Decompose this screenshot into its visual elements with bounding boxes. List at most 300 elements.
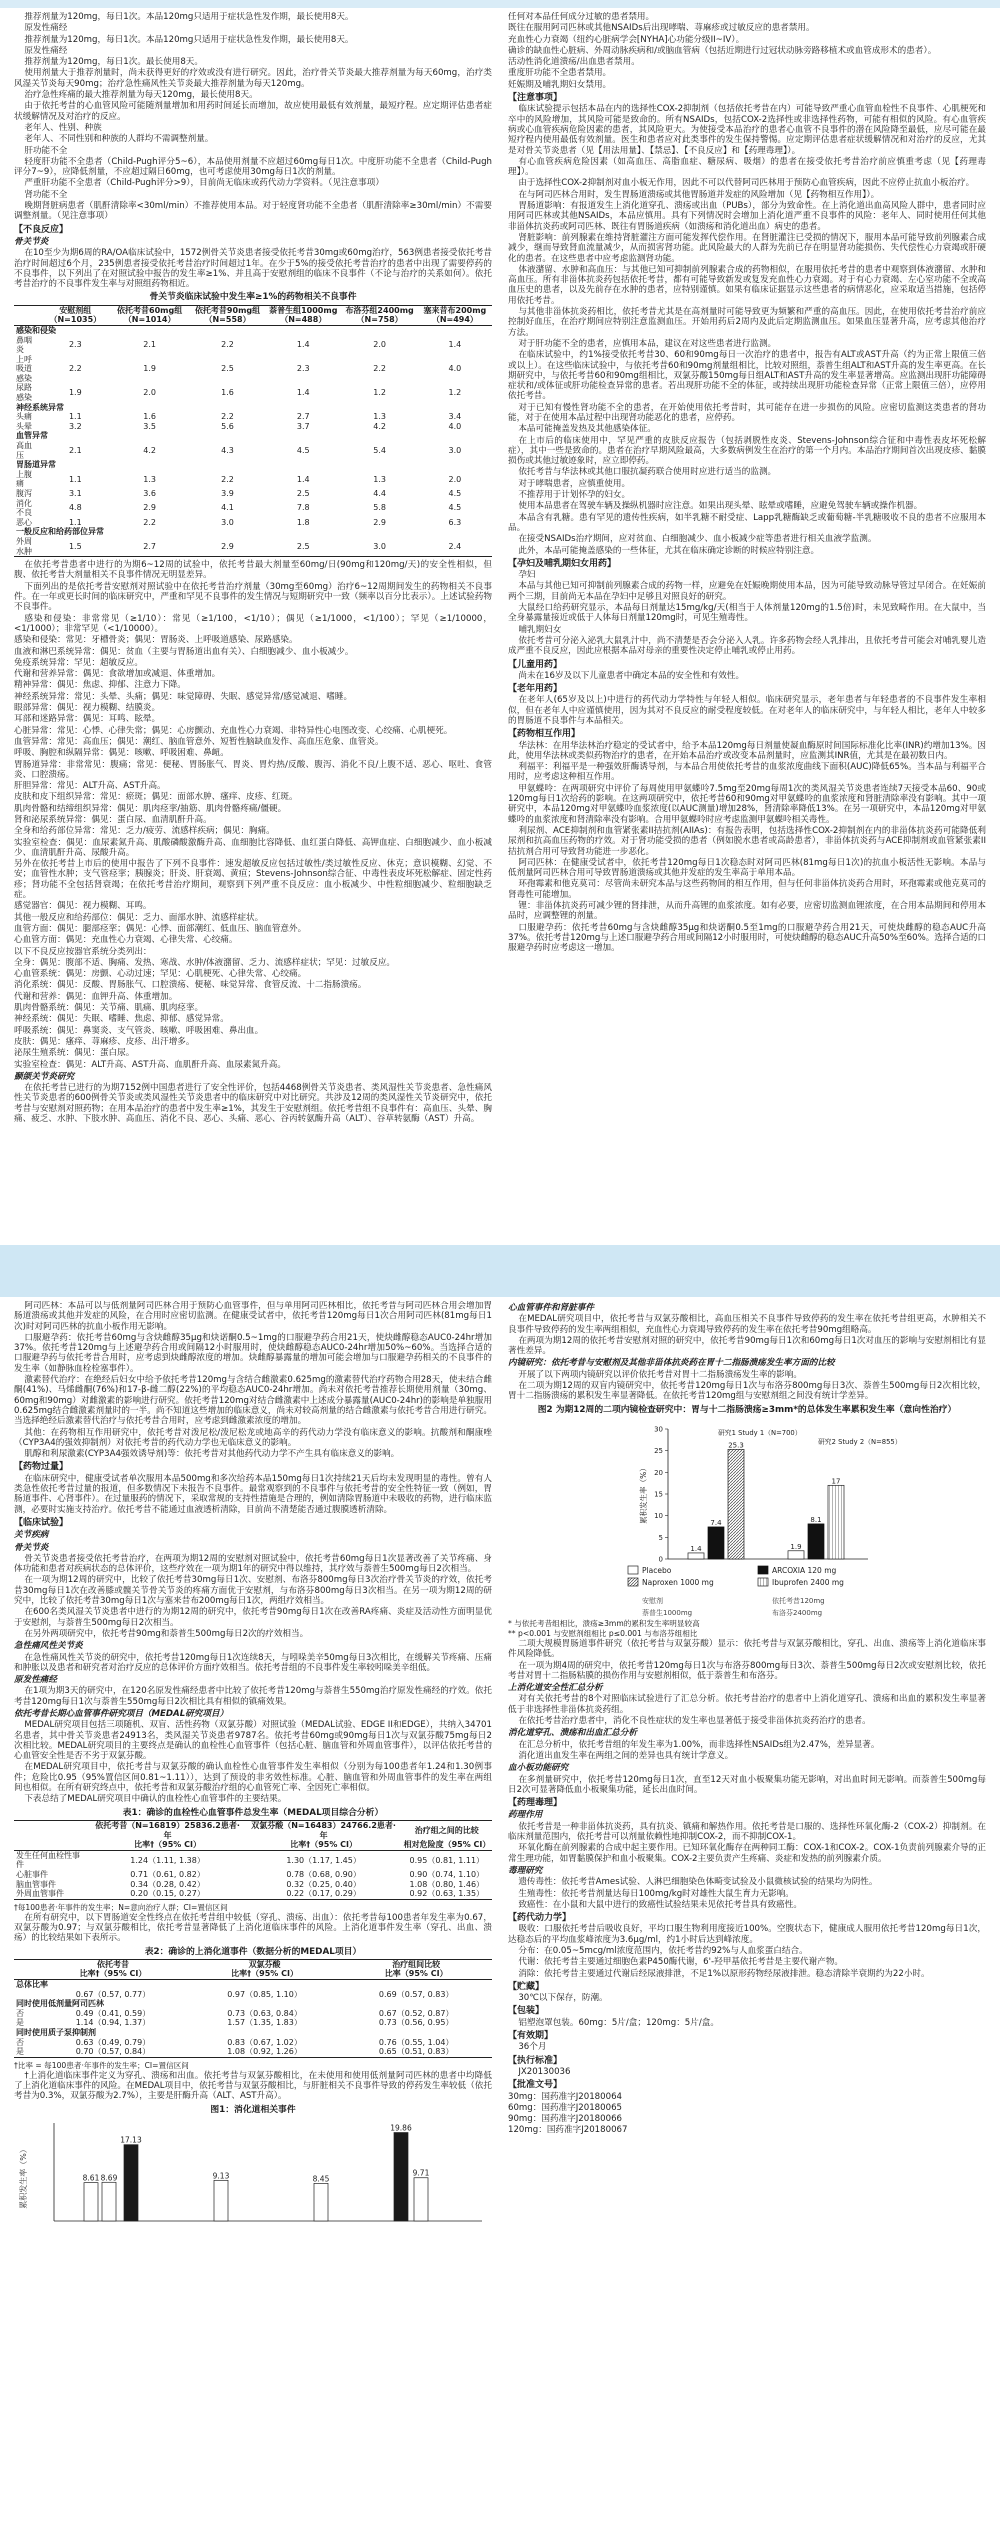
pharmacology-heading: 【药理毒理】 [508, 1798, 563, 1809]
table-cell: 3.0 [341, 537, 417, 557]
ulcer-study-label: 研究2 Study 2（N=855） [818, 1437, 902, 1446]
dosage-paragraph: 老年人、性别、种族 [24, 122, 102, 133]
interaction-paragraph: 锂：非甾体抗炎药可减少锂的肾排泄，从而升高锂的血浆浓度。如有必要，应密切监测血锂浓度，在合用本品期间和停用本品时，应调整锂的剂量。 [508, 901, 986, 922]
table-cell: 3.4 [448, 412, 462, 422]
table-cell: 1.5 [41, 537, 109, 557]
table-cell: 1.9 [143, 364, 156, 374]
after-chart-paragraph: 在一项为期4周的研究中，依托考昔120mg每日1次与布洛芬800mg每日3次、萘普生500mg每日2次或安慰剂比较，依托考昔对胃十二指肠粘膜的损伤作用与安慰剂相似，低于萘普生和布洛芬。 [508, 1660, 986, 1681]
table-cell: 1.30（1.17, 1.45） [286, 1855, 361, 1865]
chart-notes [508, 1619, 986, 1638]
adverse-list-item: 血管异常：常见：高血压；偶见：潮红、脑血管意外、短暂性脑缺血发作、高血压危象、血管炎。 [14, 736, 384, 747]
ulcer-bar-label: 25.3 [728, 1441, 744, 1450]
after-chart-section [508, 1639, 986, 1681]
table-cell: 4.2 [143, 445, 156, 455]
interaction-paragraph: 利福平：利福平是一种强效肝酶诱导剂，与本品合用使依托考昔的血浆浓度曲线下面积(AUC)降低65%。当本品与利福平合用时，应考虑这种相互作用。 [508, 762, 986, 783]
precaution-paragraph: 肾脏影响：前列腺素在维持肾脏灌注方面可能发挥代偿作用。在肾脏灌注已受损的情况下，服用本品可能导致前列腺素合成减少，继而导致肾血流量减少，从而损害肾功能。此风险最大的人群为先前已存在明显肾功能损伤、失代偿性心力衰竭或肝硬化的患者。在这些患者中应考虑监测肾功能。 [508, 232, 986, 264]
overdose-paragraph: 在临床研究中，健康受试者单次服用本品500mg和多次给药本品150mg每日1次持续21天后均未发现明显的毒性。曾有人类急性依托考昔过量的报道，但多数情况下未报告不良事件。最常观察到的不良事件与依托考昔的安全性特征一致（例如，胃肠道事件、心肾事件）。在过量服药的情况下，采取常规的支持性措施是合理的，例如清除胃肠道中未吸收的药物，进行临床监测，必要时实施支持治疗。依托考昔不能通过血液透析清除，目前尚不清楚能否通过腹膜透析清除。 [14, 1473, 492, 1515]
table-header: 依托考昔 [37, 1959, 189, 1969]
medal-paragraph: 在MEDAL研究项目中，依托考昔与双氯芬酸的确认血栓性心血管事件发生率相似（分别为每100患者年1.24和1.30例事件；危险比0.95（95%置信区间0.81~1.11）），达到了预设的非劣效性标准。心脏、脑血管和外周血管事件的发生率在两组间也相似。在所有研究终点中，依托考昔和双氯芬酸治疗组的心血管死亡率、全因死亡率相似。 [14, 1762, 492, 1794]
table-cell: 0.20（0.15, 0.27） [90, 1889, 246, 1899]
table-cell: 1.4 [296, 474, 310, 484]
table-cell: 2.0 [448, 474, 462, 484]
ulcer-legend-swatch [628, 1578, 638, 1586]
adverse-list-item: 实验室检查：偶见：血尿素氮升高、肌酸磷酸激酶升高、血细胞比容降低、血红蛋白降低、高钾血症、白细胞减少、血小板减少、血清肌酐升高、尿酸升高。 [14, 837, 492, 858]
table-cell: 1.1 [68, 412, 82, 422]
table-cell: 4.5 [448, 503, 462, 513]
table-group-row [14, 527, 492, 537]
gi2-paragraph: 在依托考昔治疗患者中，消化不良性症状的发生率也显著低于接受非甾体抗炎药治疗的患者。 [518, 1716, 871, 1727]
table-cell: 2.9 [373, 517, 386, 527]
ulcer-bar [828, 1485, 844, 1559]
oa-subheading: 骨关节炎 [14, 236, 49, 247]
adverse-list-item: 心脏异常：常见：心悸、心律失常；偶见：心房颤动、充血性心力衰竭、非特异性心电图改变、心绞痛、心肌梗死。 [14, 725, 453, 736]
figure1-bar-label: 9.71 [412, 2168, 430, 2178]
figure1-bar [314, 2183, 328, 2221]
figure1-bar-label: 17.13 [120, 2135, 142, 2145]
precaution-paragraph: 不推荐用于计划怀孕的妇女。 [518, 490, 631, 501]
table-cell: 恶心 [16, 517, 32, 527]
table-note-paragraph: 在依托考昔患者中进行的为期6~12周的试验中，依托考昔最大剂量至60mg/日(90mg和120mg/天)的安全性相似，但腹、依托考昔大剂量相关不良事件情况无明显差异。 [14, 560, 492, 581]
postmarketing-paragraph: 心血管方面：偶见：充血性心力衰竭、心律失常、心绞痛。 [14, 935, 238, 946]
precaution-paragraph: 与其他非甾体抗炎药相比，依托考昔尤其是在高剂量时可能导致更为频繁和严重的高血压。因此，在使用依托考昔治疗前应控制好血压，在治疗期间应特别注意监测血压。开始用药后2周内及此后定期监测血压。如果血压显著升高，应考虑其他治疗方法。 [508, 307, 986, 338]
table-cell: 0.34（0.28, 0.42） [130, 1879, 205, 1889]
table-header: 依托考昔60mg组（N=1014） [109, 305, 190, 325]
table-cell: 3.6 [143, 489, 156, 498]
hf-paragraph: 在MEDAL研究项目中，依托考昔与双氯芬酸相比，高血压相关不良事件导致停药的发生率在依托考昔组更高，水肿相关不良事件导致停药的发生率两组相似，充血性心力衰竭导致停药的发生率在依托考昔90mg组略高。 [508, 1314, 986, 1335]
ulcer-y-tick-label: 0 [658, 1555, 663, 1564]
table-cell: 尿路感染 [16, 383, 32, 403]
postmarketing-paragraph: 血管方面：偶见：腿部痉挛；偶见：心悸、面部潮红、低血压、脑血管意外。 [14, 923, 307, 934]
precaution-paragraph: 对于肝功能不全的患者，应慎用本品，建议在对这些患者进行监测。 [518, 338, 777, 349]
table-cell: 消化不良 [16, 498, 32, 518]
summary-paragraph: 在汇总分析中，依托考昔组的年发生率为1.00%，而非选择性NSAIDs组为2.47%，差异显著。 [518, 1739, 880, 1750]
summary-section [508, 1740, 986, 1762]
contraindication-item: 重度肝功能不全患者禁用。 [508, 68, 612, 79]
table-cell: 0.73（0.56, 0.95） [378, 2018, 454, 2028]
leaflet-page-1 [8, 8, 992, 1245]
study-subheading: 颞颌关节炎研究 [14, 1071, 75, 1082]
adverse-list-item: 肌肉骨骼和结缔组织异常：偶见：肌肉痉挛/抽筋、肌肉骨骼疼痛/僵硬。 [14, 803, 287, 814]
contraindication-item: 活动性消化道溃疡/出血患者禁用。 [508, 57, 640, 68]
table-header: 塞来昔布200mg（N=494） [418, 305, 492, 325]
table-group-row [14, 460, 492, 470]
ulcer-y-tick-label: 25 [654, 1447, 663, 1456]
ulcer-bar [708, 1527, 724, 1559]
table-cell: 外周水肿 [14, 537, 41, 557]
table-row [14, 2009, 492, 2019]
figure1-y-label: 累积发生率（%） [19, 2145, 28, 2209]
precaution-paragraph: 对于已知有慢性肾功能不全的患者，在开始使用依托考昔时，其可能存在进一步损伤的风险。应密切监测这类患者的肾功能，对于在使用本品过程中出现肾功能恶化的患者，应停药。 [508, 402, 986, 423]
table-cell: 1.4 [296, 388, 310, 398]
license-item: 30mg：国药准字J20180064 [508, 2091, 623, 2102]
dysmenorrhea-subheading: 原发性痛经 [14, 1675, 57, 1686]
platelet-paragraph: 在多剂量研究中，依托考昔120mg每日1次，直至12天对血小板聚集功能无影响，对出血时间无影响。而萘普生500mg每日2次可显著降低血小板聚集功能，延长出血时间。 [508, 1774, 986, 1795]
gi-events-table [14, 1959, 492, 2058]
table-cell: 0.49（0.41, 0.59） [75, 2008, 151, 2018]
dosage-paragraph: 肝功能不全 [24, 145, 68, 156]
oa-trial-paragraph: 在600名类风湿关节炎患者中进行的为期12周的研究中，依托考昔90mg每日1次在改善RA疼痛、炎症及活动性方面明显优于安慰剂，与萘普生500mg每日2次相当。 [14, 1607, 492, 1628]
dosage-paragraph: 推荐剂量为120mg，每日1次。本品120mg只适用于症状急性发作期，最长使用8天。 [24, 12, 354, 22]
figure1-chart [14, 2117, 492, 2227]
postmarketing-paragraph: 皮肤：偶见：瘙痒、荨麻疹、皮疹、出汗增多。 [14, 1036, 195, 1047]
pregnancy-paragraph: 孕妇 [518, 570, 536, 581]
dosage-paragraph: 肾功能不全 [24, 189, 68, 200]
table-cell: 2.3 [68, 340, 82, 350]
figure1-bar [214, 2180, 228, 2221]
table-cell: 2.5 [265, 537, 341, 557]
table-row [14, 1870, 492, 1880]
table2-title: 表1：确诊的血栓性心血管事件总发生率（MEDAL项目综合分析） [122, 1807, 384, 1818]
table-cell: 否 [16, 2008, 24, 2018]
pregnancy-paragraph: 依托考昔可分泌入泌乳大鼠乳汁中，尚不清楚是否会分泌入人乳。许多药物会经人乳排出，且依托考昔可能会对哺乳婴儿造成严重不良反应，因此应根据本品对母亲的重要性决定停止哺乳或停止用药。 [508, 635, 986, 657]
thrombotic-events-table [14, 1820, 492, 1900]
precaution-paragraph: 使用本品患者在驾驶车辆及操纵机器时应注意。如果出现头晕、眩晕或嗜睡，应避免驾驶车辆或操作机器。 [518, 501, 923, 512]
dysmenorrhea-paragraph: 在1项为期3天的研究中，在120名原发性痛经患者中比较了依托考昔120mg与萘普生550mg治疗原发性痛经的疗效。依托考昔120mg每日1次与萘普生550mg每日2次相比具有相似的镇痛效果。 [14, 1686, 492, 1707]
toxicology-subheading: 毒理研究 [508, 1865, 543, 1876]
ulcer-legend-label: Placebo [642, 1565, 672, 1575]
pharmacology-paragraph: 环氧化酶在前列腺素的合成中起主要作用。已知环氧化酶存在两种同工酶：COX-1和COX-2。COX-1负责前列腺素介导的正常生理功能，如胃黏膜保护和血小板聚集。COX-2主要负责产生疼痛、炎症和发热的前列腺素介质。 [508, 1843, 986, 1864]
medal-paragraph: 下表总结了MEDAL研究项目中确认的血栓性心血管事件的主要结果。 [24, 1794, 287, 1805]
precaution-paragraph: 在临床试验中，约1%接受依托考昔30、60和90mg每日一次治疗的患者中，报告有ALT或AST升高（约为正常上限值三倍或以上）。在这些临床试验中，与依托考昔60和90mg剂量组相比，比较对照组，萘普生组ALT和AST升高的发生率更高。在长期研究中，与依托考昔60和90mg组相比，双氯芬酸150mg每日组ALT和AST升高的发生率显著增高。应监测出现肝功能障碍症状和/或体征或肝功能检查异常的患者。若出现肝功能不全的体征，或持续出现肝功能检查异常（正常上限值三倍），应停用依托考昔。 [508, 350, 986, 402]
table-cell: 4.5 [448, 489, 462, 498]
table-cell: 4.1 [221, 503, 234, 513]
table-group-label: 血管异常 [16, 431, 48, 441]
table-cell: 2.2 [143, 517, 156, 527]
figure1-bar-label: 9.13 [212, 2171, 230, 2181]
table-cell: 0.67（0.52, 0.87） [378, 2008, 454, 2018]
postmarketing-paragraph: 肌肉骨骼系统：偶见：关节痛、肌痛、肌肉痉挛。 [14, 1003, 204, 1014]
figure1-bar [84, 2183, 98, 2221]
table-group-row [14, 403, 492, 413]
table-row [14, 336, 492, 355]
table-cell: 2.2 [221, 340, 234, 350]
table-cell: 2.0 [143, 388, 156, 398]
table-group-row [14, 1999, 492, 2009]
pk-paragraph: 消除：依托考昔主要通过代谢后经尿液排泄，不足1%以原形药物经尿液排泄。稳态清除半衰期约为22小时。 [518, 1968, 930, 1979]
table-row [14, 1990, 492, 2000]
table-header: 治疗组间比较 [340, 1959, 492, 1969]
precaution-paragraph: 有心血管疾病危险因素（如高血压、高脂血症、糖尿病、吸烟）的患者在接受依托考昔治疗前应慎重考虑（见【药理毒理】）。 [508, 156, 986, 178]
figure1-bar [414, 2178, 428, 2221]
contraindication-item: 妊娠期及哺乳期妇女禁用。 [508, 79, 612, 90]
table-row [14, 441, 492, 460]
dosage-paragraph: 推荐剂量为120mg，每日1次。最长使用8天。 [24, 57, 203, 68]
table-header [14, 305, 41, 325]
table-row [14, 518, 492, 528]
table-cell: 脑血管事件 [16, 1879, 56, 1889]
table-cell: 3.9 [221, 489, 234, 498]
interaction-cont-paragraph: 阿司匹林：本品可以与低剂量阿司匹林合用于预防心血管事件，但与单用阿司匹林相比，依托考昔与阿司匹林合用会增加胃肠道溃疡或其他并发症的风险，在合用时应密切监测。在健康受试者中，依托考昔120mg每日1次合用阿司匹林(81mg每日1次)时对阿司匹林的抗血小板作用无影响。 [14, 1301, 492, 1332]
dosage-paragraph: 原发性痛经 [24, 45, 68, 56]
table-row [14, 499, 492, 518]
dosage-paragraph: 晚期肾脏病患者（肌酐清除率<30ml/min）不推荐使用本品。对于轻度肾功能不全患者（肌酐清除率≥30ml/min）不需要调整剂量。（见注意事项） [14, 201, 492, 222]
clinical-trials-heading: 【临床试验】 [14, 1517, 69, 1528]
pregnancy-section [508, 570, 986, 656]
validity-heading: 【有效期】 [508, 2031, 554, 2042]
precautions-section [508, 104, 986, 555]
ulcer-study-label: 研究1 Study 1（N=700） [718, 1428, 802, 1437]
table-cell: 0.73（0.63, 0.84） [227, 2008, 302, 2018]
table-cell: 2.2 [221, 474, 234, 484]
table-cell: 0.76（0.55, 1.04） [378, 2037, 454, 2047]
interaction-cont-paragraph: 口服避孕药：依托考昔60mg与含炔雌醇35μg和炔诺酮0.5~1mg的口服避孕药合用21天，使炔雌醇稳态AUC0-24hr增加37%。依托考昔120mg与上述避孕药合用或间隔12小时服用时，使炔雌醇稳态AUC0-24hr增加50%~60%。当选择合适的口服避孕药与依托考昔合用时，应考虑到炔雌醇浓度的增加。炔雌醇暴露量的增加可能会增加与口服避孕药相关的不良事件的发生率（如静脉血栓栓塞事件）。 [14, 1332, 492, 1374]
table-group-row [14, 431, 492, 441]
table1-title: 骨关节炎临床试验中发生率≥1%的药物相关不良事件 [149, 292, 357, 303]
table-header [14, 1969, 37, 1979]
ulcer-legend-cn: 依托考昔120mg [772, 1596, 825, 1605]
page-divider-band [0, 1245, 1000, 1297]
postmarketing-section [14, 859, 492, 1070]
dosage-paragraph: 严重肝功能不全患者（Child-Pugh评分>9），目前尚无临床或药代动力学资料。（见注意事项） [24, 178, 384, 189]
table-row [14, 1850, 492, 1870]
table-cell: 6.3 [448, 517, 462, 527]
table-group-label: 神经系统异常 [16, 402, 64, 412]
table-header: 比率（95% CI） [340, 1969, 492, 1979]
ulcer-y-tick-label: 15 [654, 1490, 663, 1499]
oa-trials-section [14, 1554, 492, 1639]
dosage-paragraph: 治疗急性疼痛的最大推荐剂量为每天120mg，最长使用8天。 [24, 90, 258, 101]
precaution-paragraph: 对于哮喘患者，应慎重使用。 [518, 478, 631, 489]
table-group-row [14, 1980, 492, 1990]
table3-title: 表2：确诊的上消化道事件（数据分析的MEDAL项目） [144, 1946, 362, 1957]
ulcer-y-tick-label: 5 [658, 1533, 663, 1542]
adverse-events-table [14, 305, 492, 557]
dosage-paragraph: 原发性痛经 [24, 23, 68, 34]
table-cell: 7.8 [296, 503, 310, 513]
pregnancy-paragraph: 哺乳期妇女 [518, 624, 562, 635]
license-section [508, 2092, 986, 2136]
table-cell: 0.90（0.74, 1.10） [409, 1869, 485, 1879]
table-cell: 2.9 [143, 503, 156, 513]
adverse-events-notes [14, 560, 492, 634]
pharmacology-section [508, 1822, 986, 1864]
table-cell: 0.65（0.51, 0.83） [340, 2047, 492, 2057]
table-row [14, 2047, 492, 2057]
adverse-list-item: 胃肠道异常：非常常见：腹痛；常见：便秘、胃肠胀气、胃炎、胃灼热/反酸、腹泻、消化不良/上腹不适、恶心、呕吐、食管炎、口腔溃疡。 [14, 759, 492, 780]
table-cell: 0.95（0.81, 1.11） [409, 1855, 485, 1865]
table-cell: 1.8 [296, 517, 310, 527]
table-cell: 1.1 [68, 474, 82, 484]
overdose-heading: 【药物过量】 [14, 1462, 69, 1473]
table-cell: 0.71（0.61, 0.82） [130, 1869, 205, 1879]
endoscopy-paragraph: 在二项为期12周的双盲内镜研究中，依托考昔120mg每日1次与布洛芬800mg每日3次、萘普生500mg每日2次相比较，胃十二指肠溃疡的累积发生率显著降低。在依托考昔120mg组与安慰剂组之间没有统计学差异。 [508, 1381, 986, 1402]
table-header: 比率†（95% CI） [90, 1840, 246, 1850]
hf-paragraph: 在两项为期12周的依托考昔安慰剂对照的研究中，依托考昔90mg每日1次和60mg每日1次对血压的影响与安慰剂相比有显著性差异。 [508, 1335, 986, 1357]
interaction-paragraph: 环孢霉素和他克莫司：尽管尚未研究本品与这些药物间的相互作用，但与任何非甾体抗炎药合用时，环孢霉素或他克莫司的肾毒性可能增加。 [508, 879, 986, 900]
license-item: 60mg：国药准字J20180065 [508, 2102, 623, 2113]
table-header: 比率†（95% CI） [189, 1969, 341, 1979]
table-cell: 2.7 [296, 412, 310, 422]
table-cell: 4.4 [373, 489, 386, 498]
toxicology-paragraph: 遗传毒性：依托考昔Ames试验、人淋巴细胞染色体畸变试验及小鼠微核试验的结果均为阴性。 [518, 1877, 878, 1888]
table-header-row [14, 1969, 492, 1979]
table-cell: 发生任何血栓性事件 [16, 1850, 80, 1870]
gi2-subheading: 上消化道安全性汇总分析 [508, 1683, 603, 1694]
precaution-paragraph: 由于选择性COX-2抑制剂对血小板无作用，因此不可以代替阿司匹林用于预防心血管疾病，因此不应停止抗血小板治疗。 [518, 178, 975, 189]
figure1-bar-label: 19.86 [390, 2123, 412, 2133]
table-header: 布洛芬组2400mg（N=758） [341, 305, 417, 325]
table-cell: 是 [16, 2018, 24, 2028]
pregnancy-paragraph: 大鼠经口给药研究显示，本品每日剂量达15mg/kg/天(相当于人体剂量120mg的1.5倍)时，未见致畸作用。在大鼠中，当全身暴露量接近或低于人体每日剂量120mg时，可见生殖毒性。 [508, 603, 986, 624]
figure1-bar [124, 2145, 138, 2221]
table-cell: 4.8 [68, 503, 82, 513]
end-paragraph: †上消化道临床事件定义为穿孔、溃疡和出血。依托考昔与双氯芬酸相比，在未使用和使用低剂量阿司匹林的患者中均降低了上消化道临床事件的风险。在MEDAL项目中，依托考昔与双氯芬酸相比，与肝脏相关不良事件导致的停药发生率较低（依托考昔为0.3%，双氯芬酸为2.7%），主要是肝酶升高（ALT、AST升高）。 [14, 2070, 492, 2102]
toxicology-paragraph: 生殖毒性：依托考昔剂量达每日100mg/kg时对雄性大鼠生育力无影响。 [518, 1888, 794, 1899]
ulcer-legend-label: Ibuprofen 2400 mg [772, 1577, 844, 1587]
table-cell: 外周血管事件 [14, 1889, 90, 1899]
ulcer-legend-swatch [628, 1566, 638, 1574]
adverse-list-item: 呼吸、胸腔和纵隔异常：偶见：咳嗽、呼吸困难、鼻衄。 [14, 748, 229, 759]
pk-section [508, 1924, 986, 1978]
license-item: 90mg：国药准字J20180066 [508, 2114, 623, 2125]
figure1-bar-label: 8.45 [312, 2174, 330, 2184]
precaution-paragraph: 本品含有乳糖。患有罕见的遗传性疾病，如半乳糖不耐受症、Lapp乳糖酶缺乏或葡萄糖-半乳糖吸收不良的患者不应服用本品。 [508, 512, 986, 533]
after-table2-paragraph: 在所有研究中，以下胃肠道安全性终点在依托考昔组中较低（穿孔、溃疡、出血）：依托考昔每100患者年发生率为0.67，双氯芬酸为0.97；与双氯芬酸相比，依托考昔显著降低了上消化道临床事件的风险。上消化道事件发生率（穿孔、出血、溃疡）的比较结果如下表所示。 [14, 1912, 492, 1944]
interactions-section [508, 741, 986, 954]
adverse-list-item: 全身和给药部位异常：常见：乏力/疲劳、流感样疾病；偶见：胸痛。 [14, 826, 275, 837]
table-cell: 2.1 [143, 340, 156, 350]
table-header: 双氯芬酸（N=16483）24766.2患者·年 [246, 1820, 402, 1840]
table-cell: 5.6 [221, 421, 234, 431]
interaction-paragraph: 利尿剂、ACE抑制剂和血管紧张素II拮抗剂(AIIAs)：有报告表明，包括选择性COX-2抑制剂在内的非甾体抗炎药可能降低利尿剂和抗高血压药物的疗效。对于肾功能受损的患者（例如脱水患者或高龄患者），非甾体抗炎药与ACE抑制剂或血管紧张素II拮抗剂合用可导致肾功能进一步恶化。 [508, 825, 986, 857]
table-group-label: 同时使用质子泵抑制剂 [16, 2028, 96, 2038]
table-header: 萘普生组1000mg（N=488） [265, 305, 341, 325]
table-cell: 否 [16, 2037, 24, 2047]
adverse-list-item: 感染和侵染：常见：牙槽骨炎；偶见：胃肠炎、上呼吸道感染、尿路感染。 [14, 635, 298, 646]
table-cell: 2.2 [221, 412, 234, 422]
postmarketing-paragraph: 全身：偶见：腹部不适、胸痛、发热、寒战、水肿/体液潴留、乏力、流感样症状；罕见：过敏反应。 [14, 957, 396, 968]
pregnancy-heading: 【孕妇及哺乳期妇女用药】 [508, 558, 617, 569]
oa2-subheading: 骨关节炎 [14, 1542, 49, 1553]
table-header: 比率†（95% CI） [37, 1969, 189, 1979]
precaution-paragraph: 胃肠道影响：有报道发生上消化道穿孔、溃疡或出血（PUBs），部分为致命性。在上消化道出血高风险人群中，患者同时应用阿司匹林或其他NSAIDs，本品应慎用。具有下列情况时会增加上消化道严重不良事件的风险：老年人、同时使用任何其他非甾体抗炎药或阿司匹林、既往有胃肠道疾病（如溃疡和消化道出血）病史的患者。 [508, 201, 986, 232]
pregnancy-paragraph: 本品与其他已知可抑制前列腺素合成的药物一样，应避免在妊娠晚期使用本品，因为可能导致动脉导管过早闭合。在妊娠前两个三期，目前尚无本品在孕妇中足够且对照良好的研究。 [508, 581, 986, 602]
table-cell: 2.9 [190, 537, 265, 557]
chart-note: ** p<0.001 与安慰剂组相比 p≤0.001 与布洛芬组相比 [508, 1628, 698, 1638]
interaction-cont-paragraph: 其他：在药物相互作用研究中，依托考昔对泼尼松/泼尼松龙或地高辛的药代动力学没有临床意义的影响。抗酸剂和酮康唑（CYP3A4的强效抑制剂）对依托考昔的药代动力学也无临床意义的影响。 [14, 1427, 492, 1448]
precaution-paragraph: 临床试验提示包括本品在内的选择性COX-2抑制剂（包括依托考昔在内）可能导致严重心血管血栓性不良事件、心肌梗死和卒中的风险增加，其风险可能是致命的。所有NSAIDs，包括COX-2选择性或非选择性药物，可能有相似的风险。有心血管疾病或心血管疾病危险因素的患者，其风险更大。为使接受本品治疗的患者心血管不良事件的潜在风险降至最低，应尽可能在最短疗程内使用最低有效剂量。医生和患者应对此类事件的发生保持警惕。应定期评估患者症状缓解情况和对治疗的反应，尤其是对骨关节炎患者（见【用法用量】、【禁忌】、【不良反应】和【药理毒理】）。 [508, 104, 986, 156]
contraindication-item: 任何对本品任何成分过敏的患者禁用。 [508, 12, 655, 22]
precaution-paragraph: 此外，本品可能掩盖感染的一些体征，尤其在临床确定诊断的时候应特别注意。 [518, 545, 820, 556]
postmarketing-paragraph: 心血管系统：偶见：房颤、心动过速；罕见：心肌梗死、心律失常、心绞痛。 [14, 969, 307, 980]
dosage-section [14, 12, 492, 222]
ulcer-legend-label: Naproxen 1000 mg [642, 1577, 714, 1587]
storage-paragraph: 30℃以下保存，防潮。 [518, 1993, 608, 2004]
table-cell: 0.22（0.17, 0.29） [246, 1889, 402, 1899]
summary-subheading: 消化道穿孔、溃疡和出血汇总分析 [508, 1728, 637, 1739]
joint-subheading: 关节疾病 [14, 1530, 49, 1541]
ulcer-chart-svg [508, 1417, 986, 1617]
chart-note: * 与依托考昔组相比，溃疡≥3mm的累积发生率明显较高 [508, 1618, 700, 1628]
medal-paragraph: MEDAL研究项目包括三项随机、双盲、活性药物（双氯芬酸）对照试验（MEDAL试验、EDGE II和EDGE），共纳入34701名患者，其中骨关节炎患者24913名，类风湿关节炎患者9787名。依托考昔60mg或90mg每日1次与双氯芬酸75mg每日2次相比较。MEDAL研究项目的主要终点是确认的血栓性心血管事件（包括心脏、脑血管和外周血管事件），以评估依托考昔的心血管安全性是否不劣于双氯芬酸。 [14, 1720, 492, 1762]
platelet-subheading: 血小板功能研究 [508, 1763, 569, 1774]
adverse-list-item: 免疫系统异常：罕见：超敏反应。 [14, 657, 143, 668]
ulcer-y-tick-label: 20 [654, 1468, 663, 1477]
postmarketing-paragraph: 另外在依托考昔上市后的使用中报告了下列不良事件：速发超敏反应包括过敏性/类过敏性反应、休克；意识模糊、幻觉、不安；血管性水肿；支气管痉挛；胰腺炎；肝炎、肝衰竭、黄疸；Stevens-Johnson综合征、中毒性表皮坏死松解症、固定性药疹；肾功能不全包括肾衰竭；在依托考昔治疗期间，观察到下列严重不良反应：血小板减少、中性粒细胞减少、粒细胞缺乏症。 [14, 859, 492, 901]
precaution-paragraph: 在接受NSAIDs治疗期间，应对贫血、白细胞减少、血小板减少症等患者进行相关血液学监测。 [518, 534, 877, 545]
adverse-reactions-heading: 【不良反应】 [14, 224, 69, 235]
contraindication-item: 充血性心力衰竭（纽约心脏病学会[NYHA]心功能分级II~IV）。 [508, 34, 745, 45]
table-cell: 2.5 [296, 489, 310, 498]
pharmacology-subheading: 药理作用 [508, 1810, 543, 1821]
oa-trial-paragraph: 骨关节炎患者接受依托考昔治疗，在两项为期12周的安慰剂对照试验中，依托考昔60mg每日1次显著改善了关节疼痛、身体功能和患者对疾病状态的总体评价，这些疗效在一项为期1年的研究中得以维持，其疗效与萘普生500mg每日2次相当。 [14, 1553, 492, 1575]
standard-paragraph: JX20130036 [518, 2066, 571, 2077]
dosage-paragraph: 轻度肝功能不全患者（Child-Pugh评分5~6），本品使用剂量不应超过60mg每日1次。中度肝功能不全患者（Child-Pugh评分7~9），应降低剂量，不应超过隔日60mg，也可考虑使用30mg每日1次的剂量。 [14, 156, 492, 178]
oa-trial-paragraph: 在一项为期12周的研究中，比较了依托考昔30mg每日1次、安慰剂、布洛芬800mg每日3次治疗骨关节炎的疗效，依托考昔30mg每日1次在改善膝或髋关节骨关节炎的疼痛方面优于安慰剂，与布洛芬800mg每日3次相当。在另一项为期12周的研究中，比较了依托考昔30mg每日1次与塞来昔布200mg每日1次，两组疗效相当。 [14, 1575, 492, 1607]
adverse-list-item: 神经系统异常：常见：头晕、头痛；偶见：味觉障碍、失眠、感觉异常/感觉减退、嗜睡。 [14, 691, 353, 702]
table-cell: 5.8 [373, 503, 386, 513]
toxicology-section [508, 1877, 986, 1910]
figure1-bar [394, 2133, 408, 2221]
table-cell: 2.7 [109, 537, 190, 557]
table-cell: 1.14（0.94, 1.37） [75, 2018, 151, 2028]
table-row [14, 1889, 492, 1899]
figure1-bar-label: 8.69 [100, 2173, 118, 2183]
hf-subheading: 心血管事件和肾脏事件 [508, 1303, 594, 1313]
postmarketing-paragraph: 其他一般反应和给药部位：偶见：乏力、面部水肿、流感样症状。 [14, 912, 264, 923]
chart-title: 图2 为期12周的二项内镜检查研究中：胃与十二指肠溃疡≥3mm*的总体发生率累积发生率（意向性治疗） [537, 1404, 957, 1415]
precaution-paragraph: 本品可能掩盖发热及其他感染体征。 [518, 424, 656, 435]
figure1-title: 图1：消化道相关事件 [210, 2104, 296, 2115]
endoscopy-section [508, 1370, 986, 1402]
page1-right-column [508, 12, 986, 955]
table-header: 双氯芬酸 [189, 1959, 341, 1969]
hf-section [508, 1314, 986, 1356]
table-row [14, 412, 492, 422]
table-cell: 4.5 [296, 445, 310, 455]
top-band [0, 0, 1000, 8]
table-group-label: 同时使用低剂量阿司匹林 [16, 1999, 104, 2009]
endoscopy-paragraph: 开展了以下两项内镜研究以评价依托考昔对胃十二指肠溃疡发生率的影响。 [518, 1369, 802, 1380]
table-header [14, 1959, 37, 1969]
medal-subheading: 依托考昔长期心血管事件研究项目（MEDAL研究项目） [14, 1708, 229, 1719]
interactions-heading: 【药物相互作用】 [508, 729, 581, 740]
table-row [14, 383, 492, 402]
endoscopy-subheading: 内镜研究：依托考昔与安慰剂及其他非甾体抗炎药在胃十二指肠溃疡发生率方面的比较 [508, 1358, 835, 1369]
postmarketing-paragraph: 神经系统：偶见：失眠、嗜睡、焦虑、抑郁、感觉异常。 [14, 1014, 229, 1025]
table-cell: 0.97（0.85, 1.10） [227, 1989, 302, 1999]
study-paragraph: 在依托考昔已进行的为期7152例中国患者进行了安全性评价，包括4468例骨关节炎患者、类风湿性关节炎患者、急性痛风性关节炎患者的600例骨关节炎或类风湿性关节炎患者中的临床研究中对比研究。共涉及12周的类风湿性关节炎研究中，依托考昔与安慰剂对照药物；在用本品治疗的患者中发生率≥1%，其发生于安慰剂组。依托考昔组不良事件有：高血压、头晕、胸痛、疲乏、水肿、下肢水肿、高血压、消化不良、恶心、头痛、恶心、谷丙转氨酶升高（ALT）、谷草转氨酶（AST）升高。 [14, 1083, 492, 1124]
table-cell: 2.3 [296, 364, 310, 374]
table-cell: 1.08（0.92, 1.26） [189, 2047, 341, 2057]
table2-note: †每100患者·年事件的发生率；N=意向治疗人群；CI=置信区间 [14, 1902, 228, 1912]
toxicology-paragraph: 致癌性：在小鼠和大鼠中进行的致癌性试验结果未见依托考昔具有致癌性。 [518, 1899, 802, 1910]
ulcer-bar [688, 1553, 704, 1559]
interaction-cont-paragraph: 肌醇和利尿激素(CYP3A4强效诱导剂)等：依托考昔对其他药代动力学不产生具有临床意义的影响。 [24, 1449, 400, 1460]
table-cell: 腹泻 [16, 489, 32, 498]
table-header-row [14, 1840, 492, 1850]
interaction-cont-paragraph: 激素替代治疗：在绝经后妇女中给予依托考昔120mg与含结合雌激素0.625mg的激素替代治疗药物合用28天，使未结合雌酮(41%)、马烯雌酮(76%)和17-β-雌二醇(22%)的平均稳态AUC0-24hr增加。尚未对依托考昔推荐长期使用剂量（30mg、60mg和90mg）对雌激素的影响进行研究。依托考昔120mg对结合雌激素中上述成分暴露量(AUC0-24hr)的影响是单独服用0.625mg结合雌激素剂量时的一半。尚不知道这些增加的临床意义，尚未对较高剂量的结合雌激素与依托考昔合用进行研究。当选择绝经后激素替代治疗与依托考昔合用时，应考虑到雌激素浓度的增加。 [14, 1375, 492, 1427]
pk-paragraph: 分布：在0.05~5mcg/ml浓度范围内，依托考昔约92%与人血浆蛋白结合。 [518, 1945, 808, 1956]
table-header-row [14, 1820, 492, 1840]
table-cell: 头痛 [16, 412, 32, 422]
adverse-list-item: 肝胆异常：常见：ALT升高、AST升高。 [14, 781, 166, 792]
summary-paragraph: 消化道出血发生率在两组之间的差异也具有统计学意义。 [518, 1750, 734, 1761]
precaution-paragraph: 依托考昔与华法林或其他口服抗凝药联合使用时应进行适当的监测。 [518, 467, 777, 478]
contraindication-item: 既往在服用阿司匹林或其他NSAIDs后出现哮喘、荨麻疹或过敏反应的患者禁用。 [508, 23, 815, 34]
precautions-heading: 【注意事项】 [508, 93, 563, 104]
pk-paragraph: 代谢：依托考昔主要通过细胞色素P450酶代谢，6'-羟甲基依托考昔是主要代谢产物。 [518, 1957, 844, 1968]
page2-right-column [508, 1301, 986, 2137]
table-cell: 1.2 [448, 388, 462, 398]
table-cell: 2.1 [68, 445, 82, 455]
ulcer-chart [508, 1417, 986, 1617]
gout-subheading: 急性痛风性关节炎 [14, 1641, 83, 1652]
ulcer-bar [788, 1551, 804, 1559]
interaction-paragraph: 阿司匹林：在健康受试者中，依托考昔120mg每日1次稳态时对阿司匹林(81mg每日1次)的抗血小板活性无影响。本品与低剂量阿司匹林合用可导致胃肠道溃疡或其他并发症的发生率高于单用本品。 [508, 857, 986, 879]
table-cell: 0.63（0.49, 0.79） [75, 2037, 151, 2047]
table-cell: 心脏事件 [16, 1869, 48, 1879]
